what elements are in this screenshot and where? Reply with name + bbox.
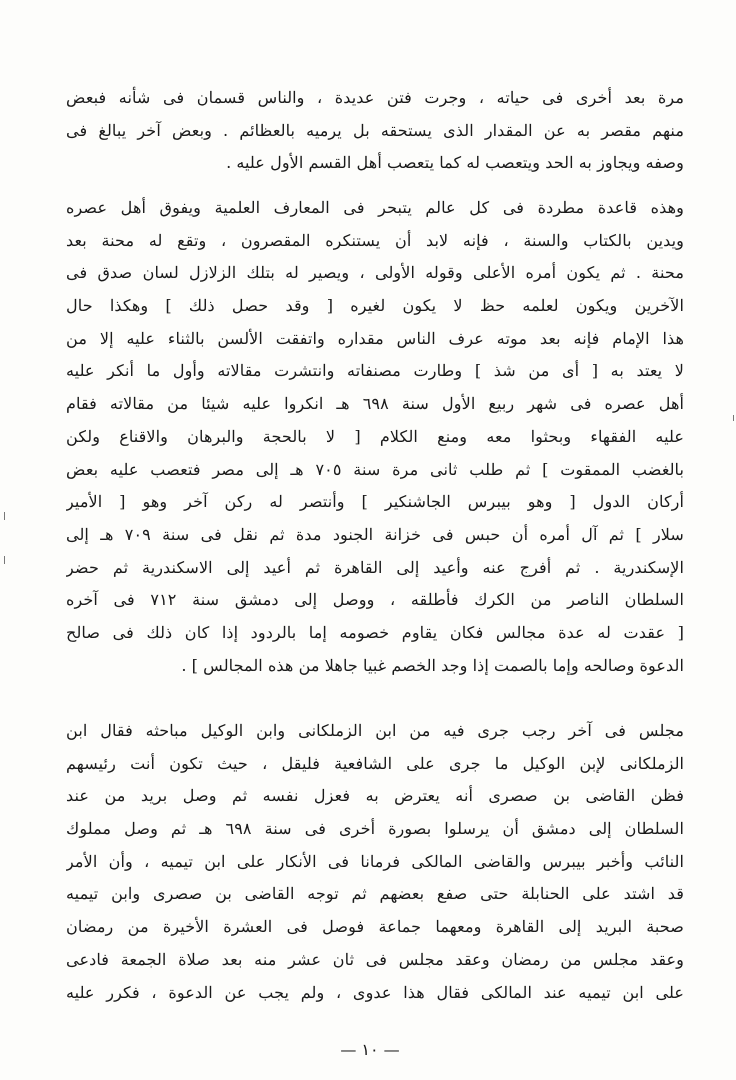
text-line: أركان الدول [ وهو بيبرس الجاشنكير ] وأنتصر له ركن آخر وهو [ الأمير bbox=[66, 492, 684, 512]
text-line: هذا الإمام فإنه بعد موته عرف الناس مقداره واتفقت الألسن بالثناء عليه إلا من bbox=[66, 328, 684, 348]
text-line: السلطان إلى دمشق أن يرسلوا بصورة أخرى فى سنة ٦٩٨ هـ ثم وصل مملوك bbox=[66, 819, 684, 839]
scan-edge-mark bbox=[733, 415, 734, 421]
paragraph-3 bbox=[66, 715, 684, 1009]
text-line: الزملكانى لإبن الوكيل ما جرى على الشافعية فليقل ، حيث تكون أنت رئيسهم bbox=[66, 753, 684, 773]
text-line: بالغضب الممقوت ] ثم طلب ثانى مرة سنة ٧٠٥ هـ إلى مصر فتعصب عليه بعض bbox=[66, 459, 684, 479]
text-line: سلار ] ثم آل أمره أن حبس فى خزانة الجنود مدة ثم نقل فى سنة ٧٠٩ هـ إلى bbox=[66, 524, 684, 544]
text-line: مرة بعد أخرى فى حياته ، وجرت فتن عديدة ، والناس قسمان فى شأنه فبعض bbox=[66, 88, 684, 107]
text-line: فظن القاضى بن صصرى أنه يعترض به فعزل نفسه ثم وصل بريد من عند bbox=[66, 786, 684, 806]
paragraph-1 bbox=[66, 82, 684, 180]
text-line: الآخرين ويكون لعلمه حظ لا يكون لغيره [ وقد حصل ذلك ] وهكذا حال bbox=[66, 296, 684, 316]
text-line: وصفه ويجاوز به الحد ويتعصب له كما يتعصب أهل القسم الأول عليه . bbox=[226, 153, 684, 173]
text-line: منهم مقصر به عن المقدار الذى يستحقه بل يرميه بالعظائم . وبعض آخر يبالغ فى bbox=[66, 120, 684, 140]
text-line: السلطان الناصر من الكرك فأطلقه ، ووصل إلى دمشق سنة ٧١٢ فى آخره bbox=[66, 590, 684, 610]
text-line: مجلس فى آخر رجب جرى فيه من ابن الزملكانى وابن الوكيل مباحثه فقال ابن bbox=[66, 721, 684, 740]
scan-edge-mark bbox=[4, 512, 5, 520]
text-line: [ عقدت له عدة مجالس فكان يقاوم خصومه إما بالردود إذا كان ذلك فى صالح bbox=[66, 622, 684, 642]
text-line: النائب وأخبر بيبرس والقاضى المالكى فرمانا فى الأنكار على ابن تيميه ، وأن الأمر bbox=[66, 851, 684, 871]
text-line: ويدين بالكتاب والسنة ، فإنه لابد أن يستنكره المقصرون ، وتقع له محنة بعد bbox=[66, 230, 684, 250]
text-line: لا يعتد به [ أى من شذ ] وطارت مصنفاته وانتشرت مقالاته وأول ما أنكر عليه bbox=[66, 361, 684, 381]
text-line: على ابن تيميه عند المالكى فقال هذا عدوى ، ولم يجب عن الدعوة ، فكرر عليه bbox=[66, 982, 684, 1002]
scan-edge-mark bbox=[4, 556, 5, 564]
text-line: صحبة البريد إلى القاهرة ومعهما جماعة فوصل فى العشرة الأخيرة من رمضان bbox=[66, 917, 684, 937]
text-line: قد اشتد على الحنابلة حتى صفع بعضهم ثم توجه القاضى بن صصرى وابن تيميه bbox=[66, 884, 684, 904]
text-line: أهل عصره فى شهر ربيع الأول سنة ٦٩٨ هـ انكروا عليه شيئا من مقالاته فقام bbox=[66, 394, 684, 414]
text-line: محنة . ثم يكون أمره الأعلى وقوله الأولى ، ويصير له بتلك الزلازل لسان صدق فى bbox=[66, 263, 684, 283]
text-line: وهذه قاعدة مطردة فى كل عالم يتبحر فى المعارف العلمية ويفوق أهل عصره bbox=[66, 198, 684, 217]
text-line: عليه الفقهاء وبحثوا معه ومنع الكلام [ لا بالحجة والبرهان والاقناع ولكن bbox=[66, 426, 684, 446]
text-line: الإسكندرية . ثم أفرج عنه وأعيد إلى القاهرة ثم أعيد إلى الاسكندرية ثم حضر bbox=[66, 557, 684, 577]
page-number: — ١٠ — bbox=[340, 1040, 400, 1059]
text-line: وعقد مجلس من رمضان وعقد مجلس فى ثان عشر منه بعد صلاة الجمعة فادعى bbox=[66, 949, 684, 969]
text-line: الدعوة وصالحه وإما بالصمت إذا وجد الخصم غبيا جاهلا من هذه المجالس ] . bbox=[181, 655, 684, 675]
paragraph-2 bbox=[66, 192, 684, 682]
